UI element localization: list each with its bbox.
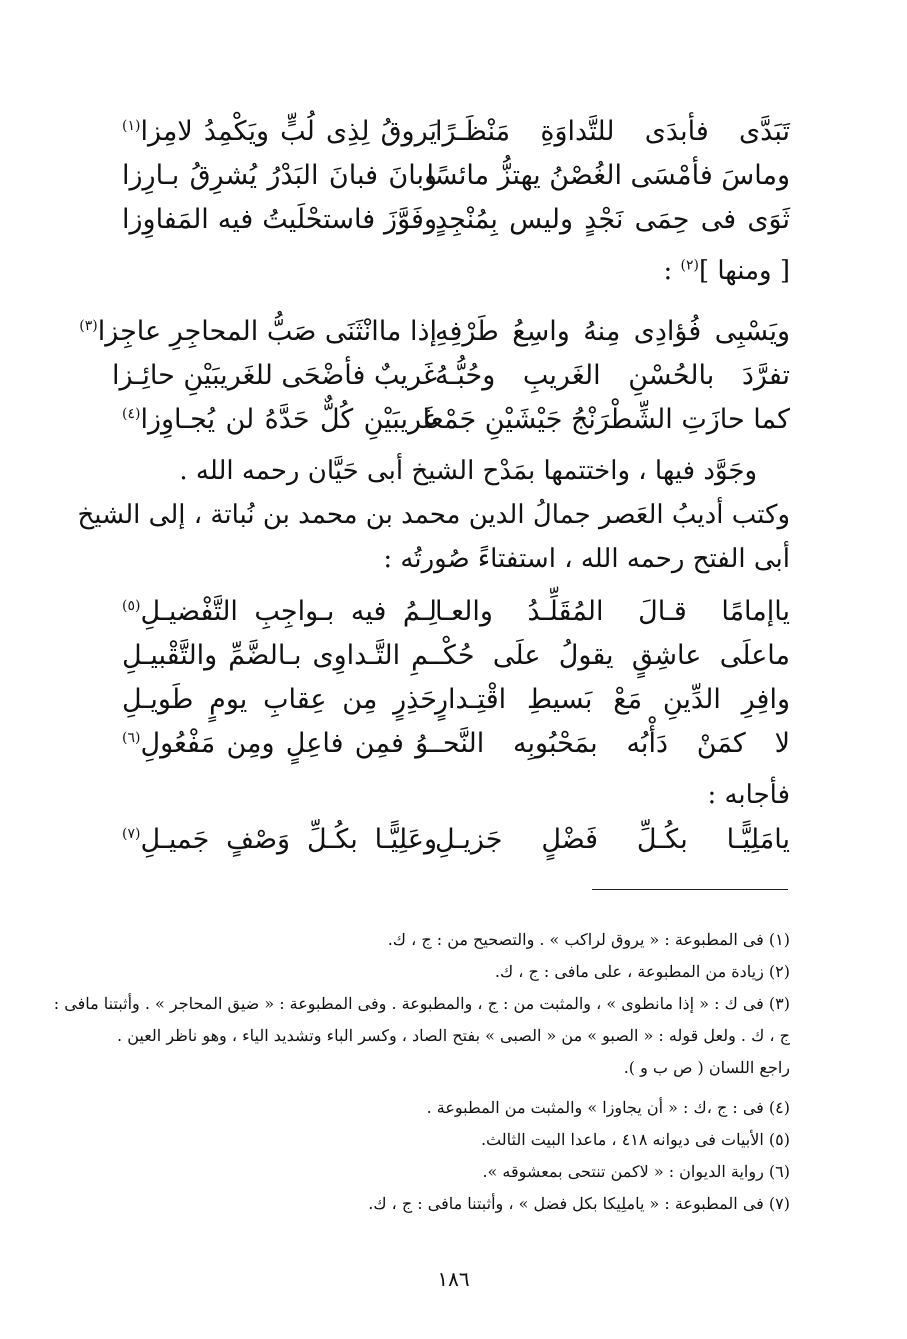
verse-11-first-hemistich: يامَلِيًّـا بكُـلِّ فَضْلٍ جَزيـلِ bbox=[435, 824, 790, 855]
footnote-marker: (٣) bbox=[79, 318, 98, 334]
footnote-1: (١) فى المطبوعة : « يروق لراكب » . والتصحيح من : ج ، ك. bbox=[387, 930, 790, 949]
verse-8-second-hemistich: ـمِ التَّـداوِى بـالضَّمِّ والتَّقْبيـلِ bbox=[122, 640, 437, 671]
footnote-3-line-2: ج ، ك . ولعل قوله : « الصبو » من « الصبى » بفتح الصاد ، وكسر الباء وتشديد الياء ، وهو ناظر العين . bbox=[117, 1026, 790, 1045]
verse-4-second-hemistich: إذا ماانْثَنَى صَبُّ المحاجِرِ عاجِزا$^{(٣)}$ bbox=[79, 316, 437, 347]
verse-6-first-hemistich: كما حازَتِ الشِّطْرَنْجُ جَيْشَيْنِ جَمْعا bbox=[422, 404, 790, 435]
prose-line-3: أبى الفتح رحمه الله ، استفتاءً صُورتُه : bbox=[383, 544, 790, 574]
verse-1-first-hemistich: تَبَدَّى فأبدَى للتَّداوَةِ مَنْظَـرًا bbox=[435, 116, 790, 147]
verse-7-first-hemistich: ياإمامًا قـالَ المُقَلِّـدُ والعـا bbox=[435, 596, 790, 627]
verse-8-first-hemistich: ماعلَى عاشِقٍ يقولُ علَى حُكْـ bbox=[435, 640, 790, 671]
footnote-3-line-3: راجع اللسان ( ص ب و ). bbox=[623, 1058, 790, 1077]
verse-3-second-hemistich: وفَوَّزَ فاستحْلَيتُ فيه المَفاوِزا bbox=[122, 204, 437, 235]
verse-7-second-hemistich: لِـمُ فيه بـواجِبِ التَّفْضيـلِ$^{(٥)}$ bbox=[122, 596, 437, 627]
footnote-marker: (٢) bbox=[680, 257, 699, 274]
section-heading: [ ومنها ]$^{(٢)}$ : bbox=[663, 256, 790, 286]
verse-5-second-hemistich: غَريبٌ فأضْحَى للغَريبَيْنِ حائِـزا bbox=[112, 360, 437, 391]
verse-5-first-hemistich: تفرَّدَ بالحُسْنِ الغَريبِ وحُبُّـهُ bbox=[435, 360, 790, 391]
page-number: ١٨٦ bbox=[437, 1267, 470, 1291]
footnote-marker: (٥) bbox=[122, 598, 141, 614]
verse-2-second-hemistich: وبانَ فبانَ البَدْرُ يُشرِقُ بـارِزا bbox=[122, 160, 437, 191]
footnote-3-line-1: (٣) فى ك : « إذا مانطوى » ، والمثبت من : ج ، والمطبوعة . وفى المطبوعة : « ضيق المحاجر » . وأثبتنا مافى : bbox=[53, 994, 790, 1013]
footnote-separator bbox=[592, 889, 788, 890]
verse-10-second-hemistich: ـوُ فمِن فاعِلٍ ومِن مَفْعُولِ$^{(٦)}$ bbox=[122, 728, 437, 759]
verse-10-first-hemistich: لا كمَنْ دَأْبُه بمَحْبُوبِه النَّحـ bbox=[435, 728, 790, 759]
verse-2-first-hemistich: وماسَ فأمْسَى الغُصْنُ يهتزُّ مائسًا bbox=[426, 160, 790, 191]
footnote-marker: (٤) bbox=[122, 406, 141, 422]
footnote-7: (٧) فى المطبوعة : « ياملِيكا بكل فضل » ، وأثبتنا مافى : ج ، ك. bbox=[368, 1194, 790, 1213]
footnote-4: (٤) فى : ج ،ك : « أن يجاوزا » والمثبت من المطبوعة . bbox=[426, 1098, 790, 1117]
prose-line-1: وجَوَّد فيها ، واختتمها بمَدْح الشيخ أبى حَيَّان رحمه الله . bbox=[179, 456, 757, 486]
verse-1-second-hemistich: يَروقُ لِذِى لُبٍّ ويَكْمِدُ لامِزا$^{(١)}$ bbox=[122, 116, 437, 147]
footnote-2: (٢) زيادة من المطبوعة ، على مافى : ج ، ك. bbox=[494, 962, 790, 981]
footnote-marker: (١) bbox=[122, 118, 141, 134]
verse-3-first-hemistich: ثَوَى فى حِمَى نَجْدٍ وليس بِمُنْجِدٍ bbox=[435, 204, 790, 235]
footnote-marker: (٧) bbox=[122, 826, 141, 842]
footnote-marker: (٦) bbox=[122, 730, 141, 746]
footnote-5: (٥) الأبيات فى ديوانه ٤١٨ ، ماعدا البيت الثالث. bbox=[480, 1130, 790, 1149]
verse-9-second-hemistich: حَذِرٍ مِن عِقابِ يومٍ طَويـلِ bbox=[122, 684, 437, 715]
answer-label: فأجابه : bbox=[707, 780, 790, 810]
footnote-6: (٦) رواية الديوان : « لاكمن تنتحى بمعشوقه ». bbox=[482, 1162, 790, 1181]
verse-4-first-hemistich: ويَسْبِى فُؤادِى مِنهُ واسِعُ طَرْفِهِ bbox=[435, 316, 790, 347]
prose-line-2: وكتب أديبُ العَصر جمالُ الدين محمد بن محمد بن نُباتة ، إلى الشيخ bbox=[77, 500, 790, 530]
verse-11-second-hemistich: وعَلِيًّـا بكُـلِّ وَصْفٍ جَميـلِ$^{(٧)}$ bbox=[122, 824, 437, 855]
verse-6-second-hemistich: غَريبَيْنِ كُلٌّ حَدَّهُ لن يُجـاوِزا$^{(٤)}$ bbox=[122, 404, 437, 435]
verse-9-first-hemistich: وافِرِ الدِّينِ مَعْ بَسيطِ اقْتِـدارٍ bbox=[435, 684, 790, 715]
